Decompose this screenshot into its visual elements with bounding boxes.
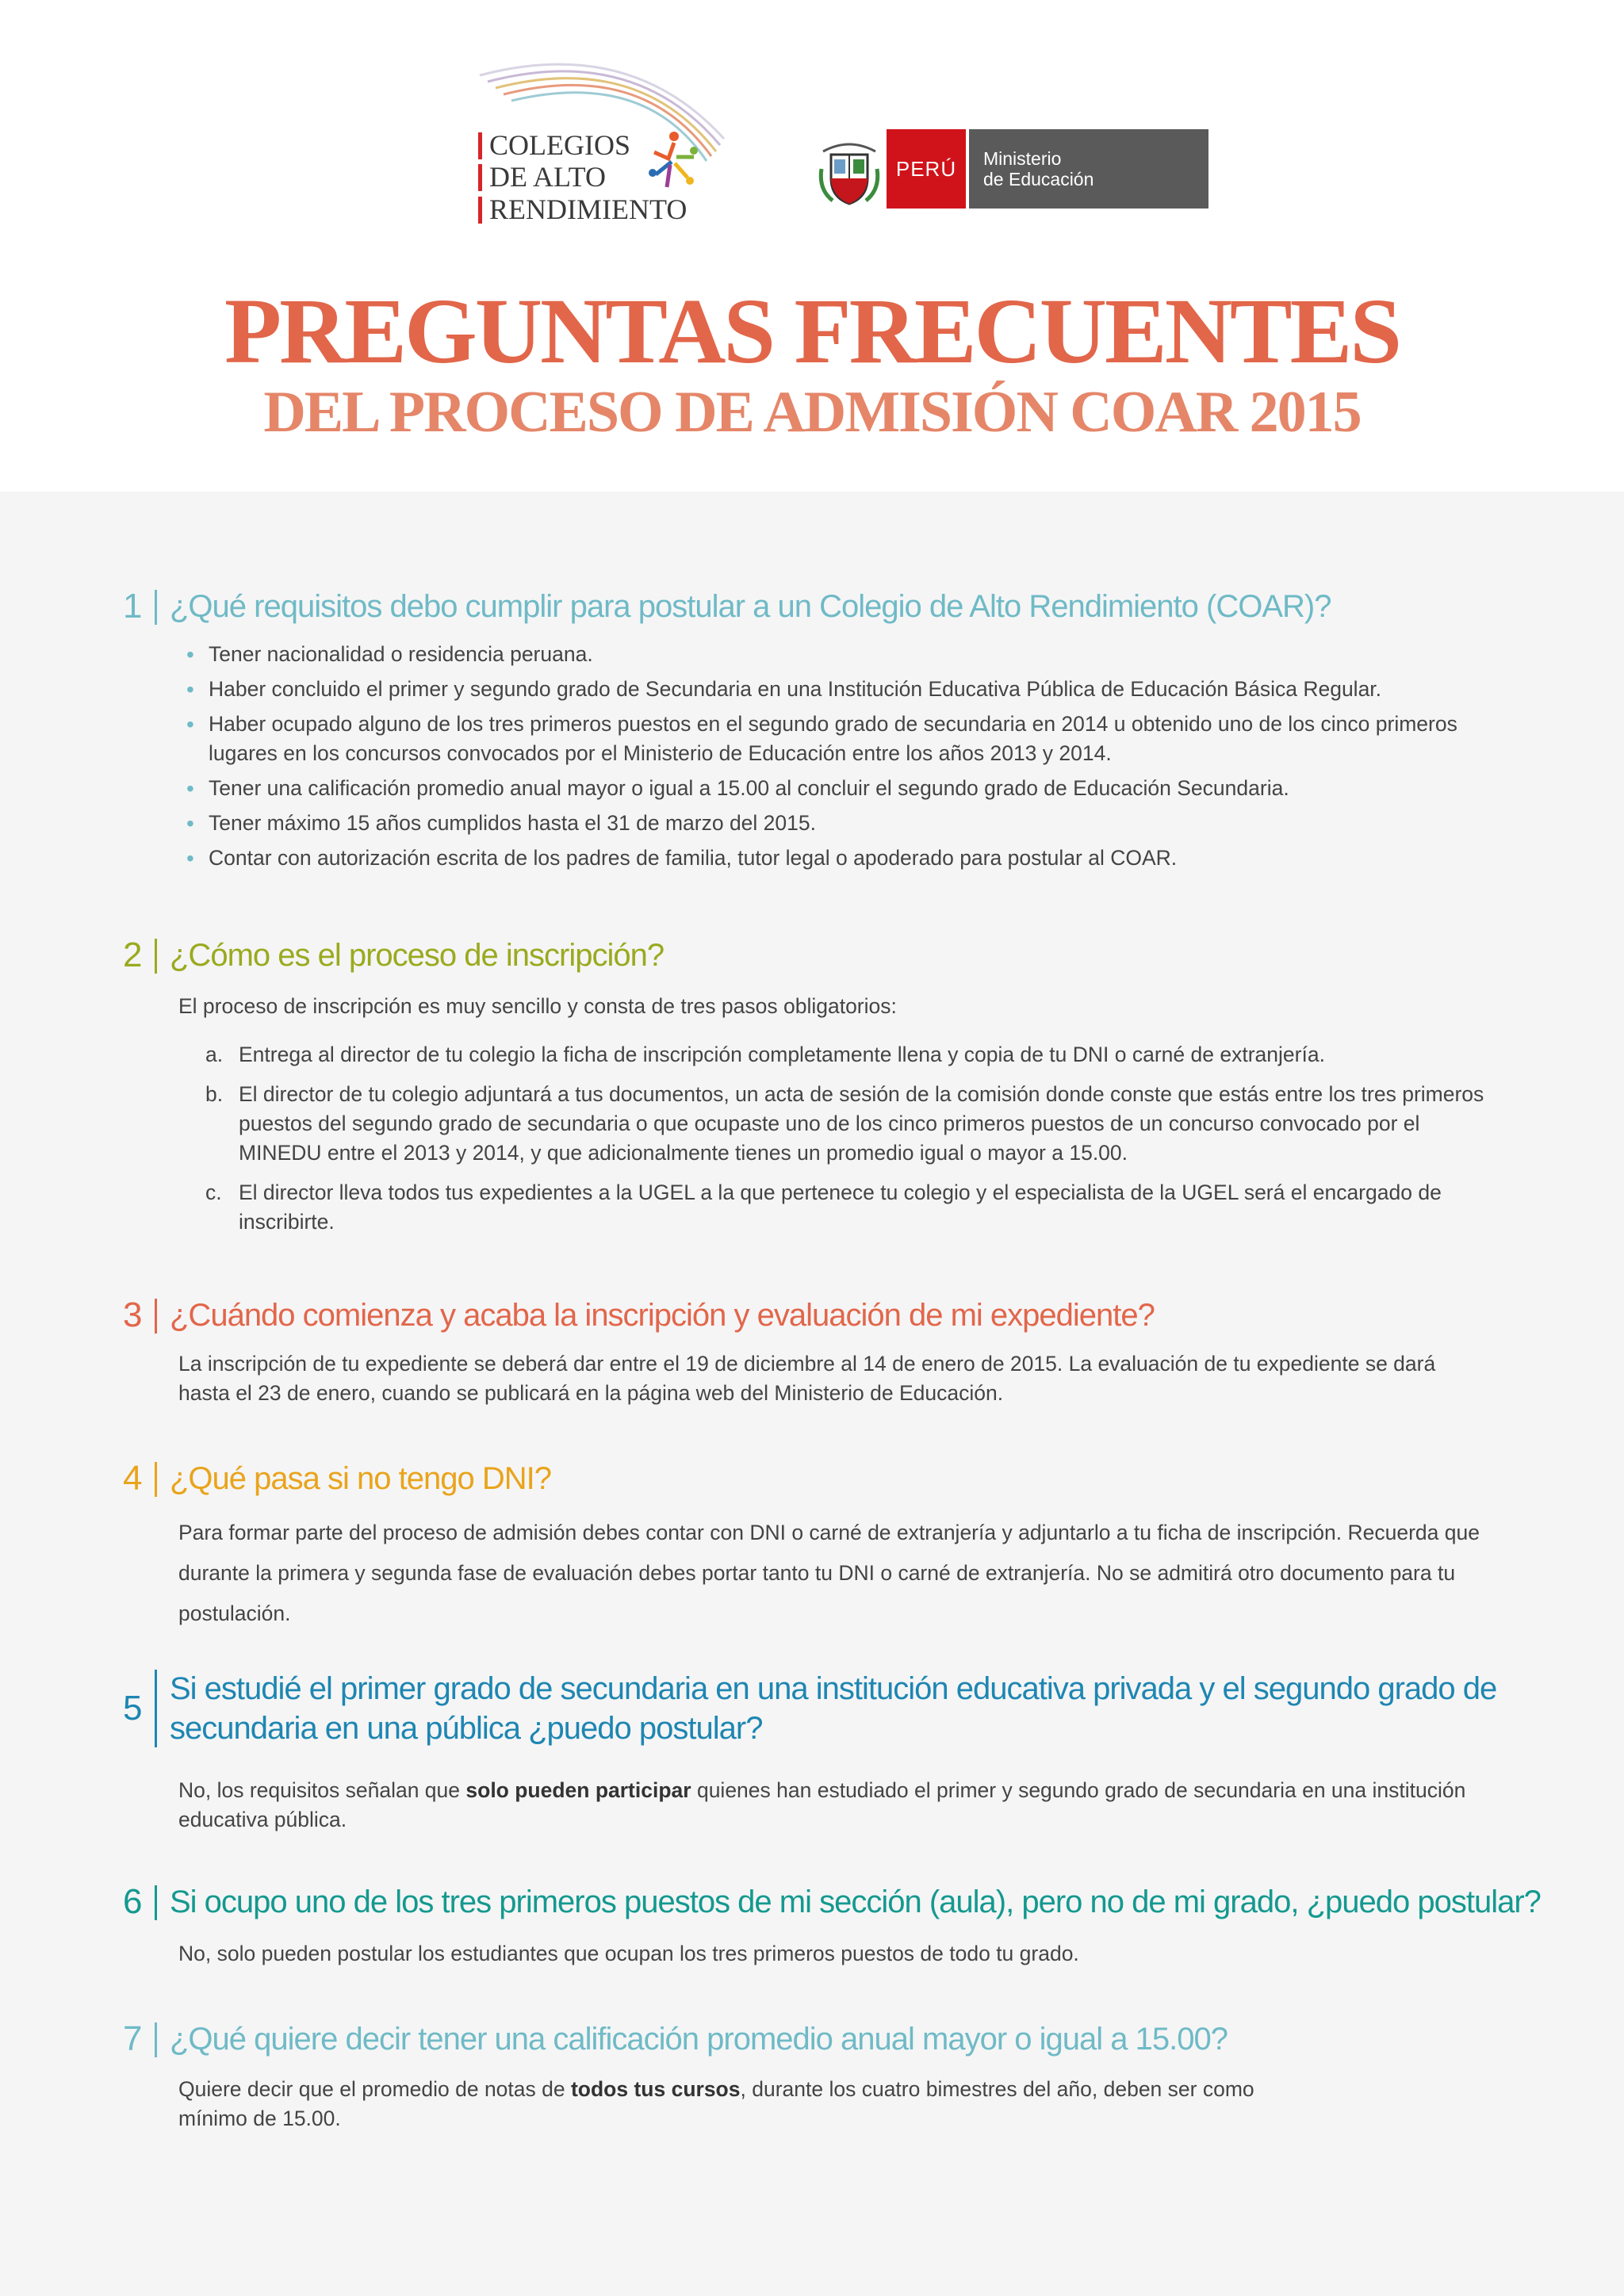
list-item: • Tener nacionalidad o residencia peruana. xyxy=(178,640,1487,669)
list-item: • Tener máximo 15 años cumplidos hasta el 31 de marzo del 2015. xyxy=(178,809,1487,838)
faq-question-4: 4 ¿Qué pasa si no tengo DNI? xyxy=(123,1459,551,1498)
faq-question-1: 1 ¿Qué requisitos debo cumplir para postular a un Colegio de Alto Rendimiento (COAR)? xyxy=(123,587,1331,626)
faq-question-6: 6 Si ocupo uno de los tres primeros puestos de mi sección (aula), pero no de mi grado, ¿puedo postular? xyxy=(123,1882,1541,1921)
peru-coat-of-arms-icon xyxy=(817,137,882,205)
list-item: • Tener una calificación promedio anual mayor o igual a 15.00 al concluir el segundo grado de Educación Secundaria. xyxy=(178,774,1487,803)
page-title: PREGUNTAS FRECUENTES xyxy=(224,279,1400,383)
page-subtitle: DEL PROCESO DE ADMISIÓN COAR 2015 xyxy=(263,380,1361,445)
faq-answer-4: Para formar parte del proceso de admisión debes contar con DNI o carné de extranjería y adjuntarlo a tu ficha de inscripción. Recuerda que durante la primera y segunda fase de evaluación debes portar tanto tu DNI o carné de extranjería. No se admitirá otro documento para tu postulación. xyxy=(178,1521,1480,1625)
faq-question-7: 7 ¿Qué quiere decir tener una calificación promedio anual mayor o igual a 15.00? xyxy=(123,2019,1228,2058)
faq-answer-2 xyxy=(178,992,1487,1247)
list-item: c. El director lleva todos tus expedientes a la UGEL a la que pertenece tu colegio y el especialista de la UGEL será el encargado de inscribirte. xyxy=(205,1181,1442,1234)
faq-answer-5: No, los requisitos señalan que solo pueden participar quienes han estudiado el primer y segundo grado de secundaria en una institución educativa pública. xyxy=(178,1778,1466,1831)
coar-logo-line-1: COLEGIOS xyxy=(489,129,630,161)
coar-logo-line-3: RENDIMIENTO xyxy=(489,193,688,225)
list-item: • Haber ocupado alguno de los tres primeros puestos en el segundo grado de secundaria en 2014 u obtenido uno de los cinco primeros lugares en los concursos convocados por el Ministerio de Educación entre los años 2013 y 2014. xyxy=(178,710,1487,768)
faq-answer-6: No, solo pueden postular los estudiantes que ocupan los tres primeros puestos de todo tu grado. xyxy=(178,1942,1079,1965)
faq-question-3: 3 ¿Cuándo comienza y acaba la inscripción y evaluación de mi expediente? xyxy=(123,1295,1155,1334)
list-item: • Contar con autorización escrita de los padres de familia, tutor legal o apoderado para postular al COAR. xyxy=(178,844,1487,873)
peru-label: PERÚ xyxy=(887,129,966,209)
list-item: b. El director de tu colegio adjuntará a tus documentos, un acta de sesión de la comisión donde conste que estás entre los tres primeros puestos del segundo grado de secundaria o que ocupaste uno de los cinco primeros puestos de un concurso convocado por el MINEDU entre el 2013 y 2014, y que adicionalmente tienes un promedio igual o mayor a 15.00. xyxy=(205,1082,1484,1165)
coar-logo-line-2: DE ALTO xyxy=(489,161,607,193)
list-item: • Haber concluido el primer y segundo grado de Secundaria en una Institución Educativa Pública de Educación Básica Regular. xyxy=(178,675,1487,704)
list-item: a. Entrega al director de tu colegio la ficha de inscripción completamente llena y copia de tu DNI o carné de extranjería. xyxy=(205,1043,1325,1066)
faq-answer-7: Quiere decir que el promedio de notas de todos tus cursos, durante los cuatro bimestres del año, deben ser como mínimo de 15.00. xyxy=(178,2077,1254,2130)
faq-question-2: 2 ¿Cómo es el proceso de inscripción? xyxy=(123,936,665,974)
coar-logo xyxy=(472,44,733,234)
faq-answer-1 xyxy=(178,640,1487,878)
header xyxy=(0,0,1624,492)
star-figures-icon xyxy=(646,127,702,190)
faq-question-5: 5 Si estudié el primer grado de secundaria en una institución educativa privada y el segundo grado de secundaria en una pública ¿puedo postular? xyxy=(123,1671,1497,1746)
faq-answer-3: La inscripción de tu expediente se deberá dar entre el 19 de diciembre al 14 de enero de 2015. La evaluación de tu expediente se dará hasta el 23 de enero, cuando se publicará en la página web del Ministerio de Educación. xyxy=(178,1352,1436,1405)
ministry-label: Ministerio de Educación xyxy=(969,129,1208,209)
answer-intro: El proceso de inscripción es muy sencillo y consta de tres pasos obligatorios: xyxy=(178,994,897,1018)
